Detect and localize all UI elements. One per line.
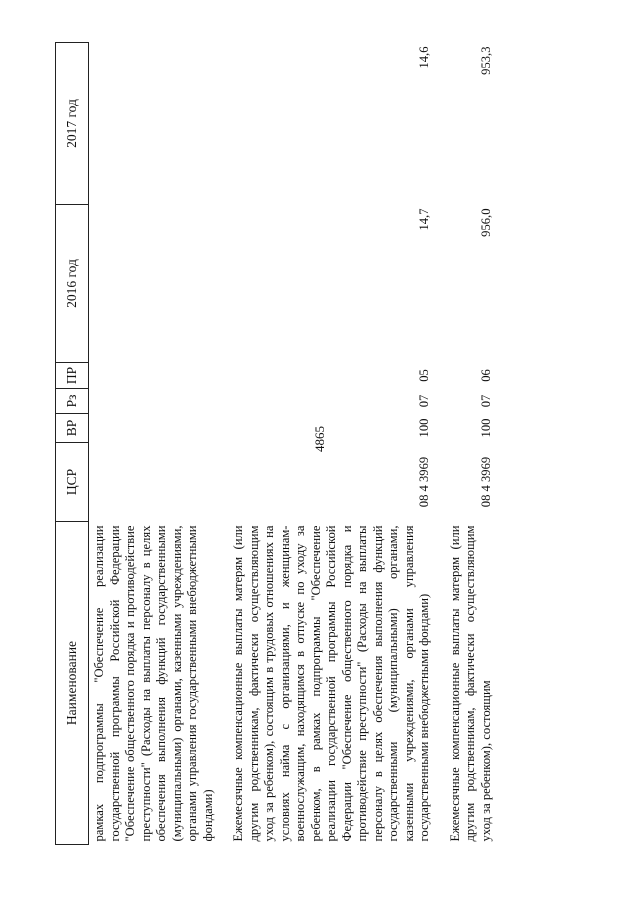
row-rz: 07 xyxy=(478,394,493,408)
budget-table xyxy=(55,42,503,845)
col-header-rz: Рз xyxy=(56,389,89,414)
row-rz xyxy=(89,389,226,414)
col-header-name: Наименование xyxy=(56,522,89,845)
row-2017: 14,6 xyxy=(417,46,431,69)
row-rz: 07 xyxy=(417,394,431,408)
row-2016: 14,7 xyxy=(417,208,431,231)
page-number-text: 4865 xyxy=(312,426,327,452)
row-pr: 06 xyxy=(478,369,493,382)
col-header-vr: ВР xyxy=(56,414,89,443)
row-csr: 08 4 3969 xyxy=(417,456,431,508)
row-2017 xyxy=(89,43,226,205)
row-vr: 100 xyxy=(478,418,493,438)
header-row xyxy=(56,43,89,845)
row-pr xyxy=(89,363,226,389)
table-row xyxy=(89,43,226,845)
col-header-pr: ПР xyxy=(56,363,89,389)
row-name: Ежемесячные компенсационные выплаты матерям (или другим родственникам, фактически осуществляющим уход за ребенком), состоящим в трудовых отношениях на условиях найма с организациями, и женщинам-военнослужащим, находящимся в отпуске по уходу за ребенком, в рамках подпрограммы "Обеспечение реализации государственной программы Российской Федерации "Обеспечение общественного порядка и противодействие преступности" (Расходы на выплаты персоналу в целях обеспечения выполнения функций государственными (муниципальными) органами, казенными учреждениями, органами управления государственными внебюджетными фондами) xyxy=(231,525,431,842)
col-header-2017: 2017 год xyxy=(56,43,89,205)
col-header-2016: 2016 год xyxy=(56,205,89,363)
row-csr xyxy=(89,443,226,522)
col-header-csr: ЦСР xyxy=(56,443,89,522)
row-name: Ежемесячные компенсационные выплаты матерям (или другим родственникам, фактически осуществляющим уход за ребенком), состоящим xyxy=(447,525,493,842)
row-vr xyxy=(89,414,226,443)
row-name: рамках подпрограммы "Обеспечение реализации государственной программы Российской Федерации "Обеспечение общественного порядка и противодействие преступности" (Расходы на выплаты персоналу в целях обеспечения выполнения функций государственными (муниципальными) органами, казенными учреждениями, органами управления государственными внебюджетными фондами) xyxy=(92,525,215,842)
row-pr: 05 xyxy=(417,369,431,382)
row-vr: 100 xyxy=(417,418,431,438)
row-2017: 953,3 xyxy=(478,46,493,75)
table-row xyxy=(442,43,504,845)
row-2016 xyxy=(89,205,226,363)
row-2016: 956,0 xyxy=(478,208,493,237)
row-csr: 08 4 3969 xyxy=(478,456,493,508)
table-row xyxy=(225,43,442,845)
